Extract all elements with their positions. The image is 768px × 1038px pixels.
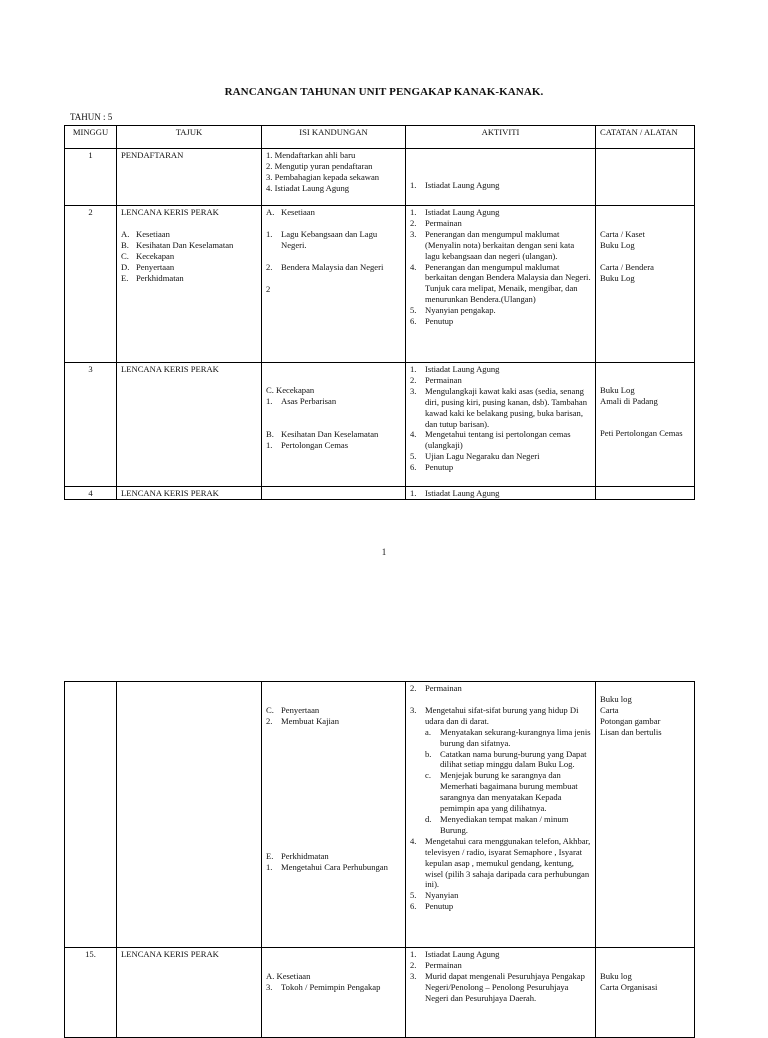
catatan-line: Buku log — [600, 971, 632, 981]
table-row-week-1 — [65, 149, 695, 206]
aktiviti-item: 5. Nyanyian — [410, 890, 459, 901]
catatan-line: Carta — [600, 704, 619, 715]
tajuk-cell — [117, 206, 262, 363]
catatan-line: Lisan dan bertulis — [600, 726, 662, 737]
aktiviti-item: 4. Mengetahui cara menggunakan telefon, Akhbar, televisyen / radio, isyarat Semaphore , Isyarat kepulan asap , memukul gendang, kentung, wisel (pilih 3 sahaja daripada cara perhubungan ini). — [410, 835, 591, 890]
aktiviti-cell — [406, 363, 596, 487]
header-minggu: MINGGU — [65, 126, 117, 149]
isi-line: 1. Mendaftarkan ahli baru — [266, 150, 356, 160]
tajuk-cell: LENCANA KERIS PERAK — [117, 948, 262, 1038]
catatan-line: Potongan gambar — [600, 715, 661, 726]
table-row-week-4 — [65, 487, 695, 500]
aktiviti-item: 4. Mengetahui tentang isi pertolongan cemas (ulangkaji) — [410, 429, 571, 451]
page-number: 1 — [381, 547, 387, 557]
catatan-cell — [596, 487, 695, 500]
document-title: RANCANGAN TAHUNAN UNIT PENGAKAP KANAK-KANAK. — [224, 86, 544, 98]
catatan-line: Carta / Bendera — [600, 261, 654, 272]
isi-line: 2. Mengutip yuran pendaftaran — [266, 160, 373, 171]
aktiviti-cell — [406, 487, 596, 500]
isi-cell — [262, 363, 406, 487]
aktiviti-item: 6. Penutup — [410, 316, 454, 327]
aktiviti-item: 6. Penutup — [410, 901, 454, 912]
aktiviti-item: 5. Nyanyian pengakap. — [410, 305, 496, 316]
minggu-cell — [65, 682, 117, 948]
isi-item: C. Kecekapan — [266, 385, 315, 395]
aktiviti-cell — [406, 206, 596, 363]
tahun-label: TAHUN : 5 — [70, 112, 113, 122]
aktiviti-item: 1. Istiadat Laung Agung — [410, 488, 500, 498]
header-tajuk: TAJUK — [117, 126, 262, 149]
isi-item: B. Kesihatan Dan Keselamatan — [266, 428, 379, 439]
isi-line: 3. Pembahagian kepada sekawan — [266, 171, 380, 182]
tajuk-item: B. Kesihatan Dan Keselamatan — [121, 239, 234, 250]
table-row-continued — [65, 682, 695, 948]
catatan-line: Amali di Padang — [600, 395, 658, 406]
isi-item: 1. Pertolongan Cemas — [266, 439, 349, 450]
plan-table-page-2 — [64, 681, 695, 1038]
aktiviti-item: 2. Permainan — [410, 959, 462, 970]
aktiviti-item: 1. Istiadat Laung Agung — [410, 180, 500, 190]
tajuk-cell: PENDAFTARAN — [117, 149, 262, 206]
catatan-line: Buku log — [600, 694, 632, 704]
isi-item: 3. Tokoh / Pemimpin Pengakap — [266, 981, 381, 992]
tajuk-title: LENCANA KERIS PERAK — [121, 207, 219, 217]
aktiviti-item: 2. Permainan — [410, 683, 462, 693]
aktiviti-item: 2. Permainan — [410, 374, 462, 385]
minggu-cell: 2 — [65, 206, 117, 363]
aktiviti-subitems — [410, 727, 591, 836]
catatan-cell — [596, 682, 695, 948]
isi-cell — [262, 206, 406, 363]
tajuk-item: A. Kesetiaan — [121, 228, 170, 239]
minggu-cell: 1 — [65, 149, 117, 206]
tajuk-item: E. Perkhidmatan — [121, 272, 184, 283]
aktiviti-cell — [406, 682, 596, 948]
plan-table-page-1 — [64, 125, 695, 500]
tajuk-item: C. Kecekapan — [121, 250, 175, 261]
table-row-week-15 — [65, 948, 695, 1038]
header-catatan: CATATAN / ALATAN — [596, 126, 695, 149]
aktiviti-item: 2. Permainan — [410, 217, 462, 228]
isi-line: 4. Istiadat Laung Agung — [266, 182, 350, 193]
aktiviti-cell — [406, 149, 596, 206]
isi-item: C. Penyertaan — [266, 705, 320, 715]
aktiviti-item: 3. Mengulangkaji kawat kaki asas (sedia, senang diri, pusing kiri, pusing kanan, dsb). Tambahan kawad kaki ke belakang pusing, buka barisan, dan tutup barisan). — [410, 385, 588, 429]
isi-item: 1. Mengetahui Cara Perhubungan — [266, 861, 388, 872]
aktiviti-item: 3. Penerangan dan mengumpul maklumat (Menyalin nota) berkaitan dengan seni kata lagu kebangsaan dan negeri (ulangan). — [410, 228, 575, 261]
catatan-line: Peti Pertolongan Cemas — [600, 427, 683, 438]
isi-cell — [262, 948, 406, 1038]
catatan-cell — [596, 363, 695, 487]
isi-item: 2. Membuat Kajian — [266, 715, 339, 726]
aktiviti-subitem: b. Catatkan nama burung-burung yang Dapat dilihat setiap minggu dalam Buku Log. — [425, 748, 587, 770]
tajuk-cell: LENCANA KERIS PERAK — [117, 363, 262, 487]
isi-cell — [262, 682, 406, 948]
isi-item: 2 — [266, 283, 271, 294]
minggu-cell: 15. — [65, 948, 117, 1038]
isi-item: A. Kesetiaan — [266, 207, 315, 217]
catatan-line: Buku Log — [600, 385, 635, 395]
isi-cell — [262, 487, 406, 500]
catatan-line: Buku Log — [600, 272, 635, 283]
aktiviti-item: 5. Ujian Lagu Negaraku dan Negeri — [410, 451, 540, 462]
aktiviti-subitem: a. Menyatakan sekurang-kurangnya lima jenis burung dan sifatnya. — [425, 726, 591, 748]
aktiviti-item: 1. Istiadat Laung Agung — [410, 949, 500, 959]
table-header-row — [65, 126, 695, 149]
isi-item: 1. Asas Perbarisan — [266, 395, 337, 406]
aktiviti-item: 1. Istiadat Laung Agung — [410, 207, 500, 217]
catatan-cell — [596, 206, 695, 363]
isi-item: A. Kesetiaan — [266, 971, 311, 981]
minggu-cell: 4 — [65, 487, 117, 500]
table-row-week-3 — [65, 363, 695, 487]
isi-item: 2. Bendera Malaysia dan Negeri — [266, 261, 384, 272]
catatan-cell — [596, 149, 695, 206]
aktiviti-cell — [406, 948, 596, 1038]
tajuk-cell — [117, 682, 262, 948]
table-row-week-2 — [65, 206, 695, 363]
aktiviti-item: 3. Mengetahui sifat-sifat burung yang hidup Di udara dan di darat. — [410, 704, 579, 726]
isi-item: 1. Lagu Kebangsaan dan Lagu Negeri. — [266, 228, 378, 250]
header-isi-kandungan: ISI KANDUNGAN — [262, 126, 406, 149]
catatan-line: Buku Log — [600, 239, 635, 250]
aktiviti-item: 6. Penutup — [410, 462, 454, 473]
catatan-cell — [596, 948, 695, 1038]
catatan-line: Carta Organisasi — [600, 981, 658, 992]
minggu-cell: 3 — [65, 363, 117, 487]
header-aktiviti: AKTIVITI — [406, 126, 596, 149]
tajuk-cell: LENCANA KERIS PERAK — [117, 487, 262, 500]
isi-item: E. Perkhidmatan — [266, 850, 329, 861]
aktiviti-item: 3. Murid dapat mengenali Pesuruhjaya Pengakap Negeri/Penolong – Penolong Pesuruhjaya Negeri dan Pesuruhjaya Daerah. — [410, 970, 585, 1003]
aktiviti-item: 4. Penerangan dan mengumpul maklumat berkaitan dengan Bendera Malaysia dan Negeri. Tunjuk cara melipat, Menaik, mengibar, dan menurunkan Bendera.(Ulangan) — [410, 261, 591, 305]
tajuk-item: D. Penyertaan — [121, 261, 175, 272]
aktiviti-subitem: d. Menyediakan tempat makan / minum Burung. — [425, 813, 569, 835]
aktiviti-item: 1. Istiadat Laung Agung — [410, 364, 500, 374]
isi-cell — [262, 149, 406, 206]
aktiviti-subitem: c. Menjejak burung ke sarangnya dan Memerhati bagaimana burung membuat sarangnya dan menyatakan Kepada pemimpin apa yang dilihatnya. — [425, 770, 578, 814]
catatan-line: Carta / Kaset — [600, 229, 645, 239]
